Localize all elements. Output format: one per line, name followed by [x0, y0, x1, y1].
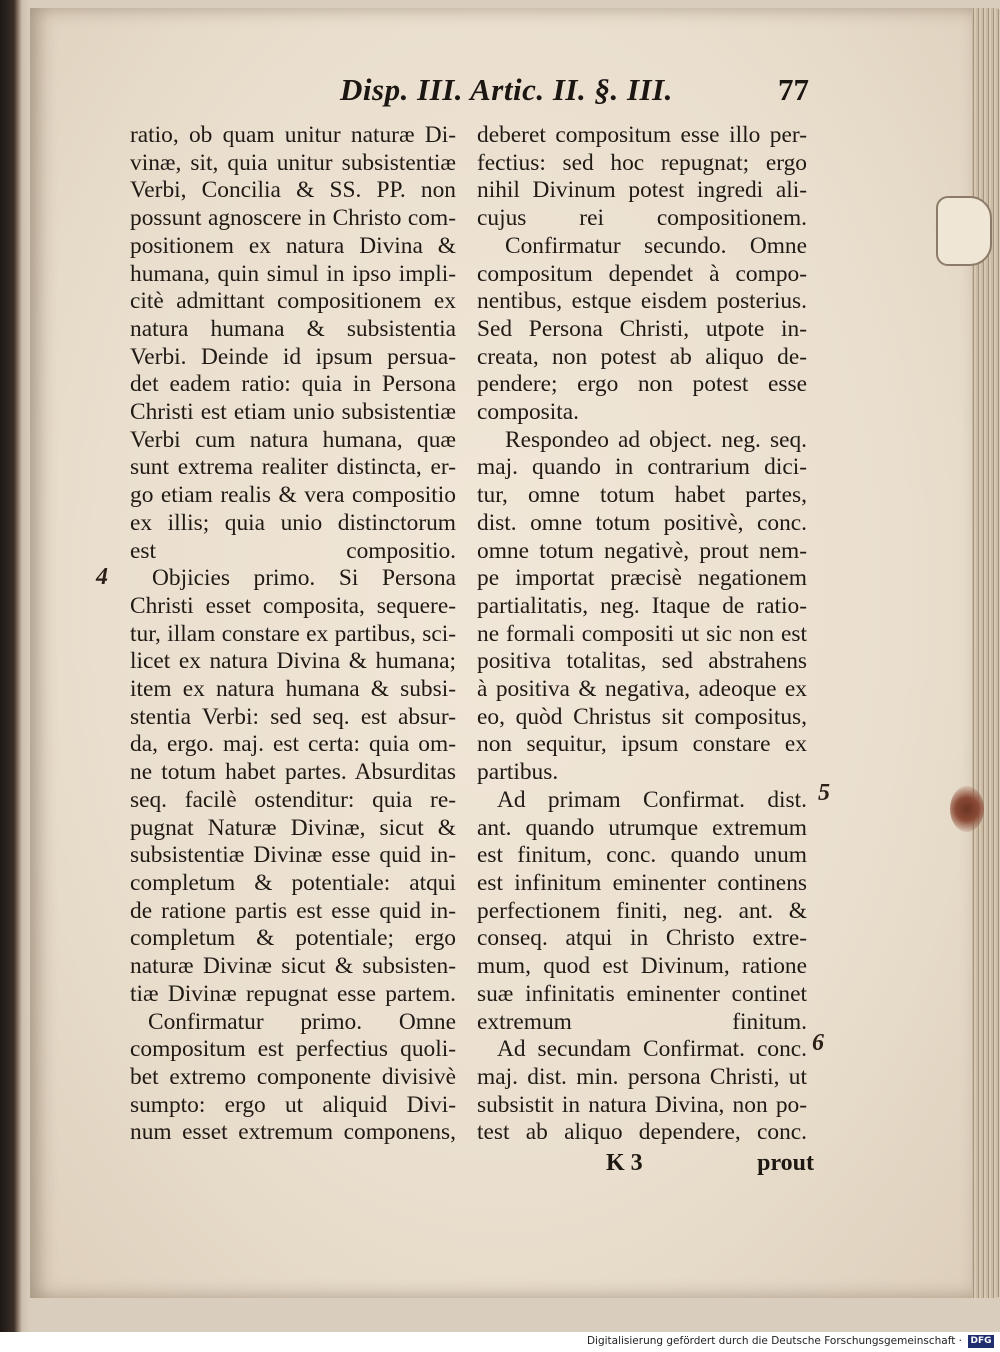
- text-line: citè admittant compositionem ex: [130, 288, 456, 315]
- text-line: conseq. atqui in Christo extre-: [477, 925, 807, 952]
- text-line: compositum dependet à compo-: [477, 260, 807, 287]
- text-line: pugnat Naturæ Divinæ, sicut &: [130, 814, 456, 841]
- text-line: seq. facilè ostenditur: quia re-: [130, 786, 456, 813]
- margin-number: 4: [96, 564, 108, 590]
- page-header: [340, 72, 816, 116]
- running-head: Disp. III. Artic. II. §. III.: [340, 72, 673, 107]
- text-line: stentia Verbi: sed seq. est absur-: [130, 703, 456, 730]
- text-line: nihil Divinum potest ingredi ali-: [477, 177, 807, 204]
- text-line: extremum finitum.: [477, 1008, 807, 1035]
- text-line: cujus rei compositionem.: [477, 205, 807, 232]
- text-line: est finitum, conc. quando unum: [477, 842, 807, 869]
- text-line: det eadem ratio: quia in Persona: [130, 371, 456, 398]
- margin-number: 5: [818, 780, 830, 806]
- text-line: tur, illam constare ex partibus, sci-: [130, 620, 456, 647]
- text-line: num esset extremum componens,: [130, 1119, 456, 1146]
- text-line: de ratione partis est esse quid in-: [130, 897, 456, 924]
- text-line: positiva totalitas, sed abstrahens: [477, 648, 807, 675]
- text-line: ne totum habet partes. Absurditas: [130, 759, 456, 786]
- text-line: Verbi, Concilia & SS. PP. non: [130, 177, 456, 204]
- paper-tab: [936, 196, 992, 266]
- funding-bar: [0, 1332, 1000, 1352]
- text-line: completum & potentiale; ergo: [130, 925, 456, 952]
- text-line: eo, quòd Christus sit compositus,: [477, 703, 807, 730]
- text-line: ratio, ob quam unitur naturæ Di-: [130, 122, 456, 148]
- text-line: naturæ Divinæ sicut & subsisten-: [130, 953, 456, 980]
- text-line: dist. omne totum positivè, conc.: [477, 509, 807, 536]
- text-line: ex illis; quia unio distinctorum: [130, 509, 456, 536]
- margin-number: 6: [812, 1030, 824, 1056]
- text-line: natura humana & subsistentia: [130, 315, 456, 342]
- text-line: pe importat præcisè negationem: [477, 565, 807, 592]
- text-line: subsistit in natura Divina, non po-: [477, 1091, 807, 1118]
- text-line: Christi est etiam unio subsistentiæ: [130, 399, 456, 426]
- ink-stain: [950, 786, 984, 832]
- signature-mark: K 3: [606, 1150, 643, 1176]
- text-line: Objicies primo. Si Persona: [152, 565, 456, 592]
- text-line: mum, quod est Divinum, ratione: [477, 953, 807, 980]
- text-line: item ex natura humana & subsi-: [130, 676, 456, 703]
- paragraph: [130, 122, 456, 1147]
- text-line: ne formali compositi ut sic non est: [477, 620, 807, 647]
- text-line: non sequitur, ipsum constare ex: [477, 731, 807, 758]
- dfg-logo: DFG: [968, 1335, 994, 1348]
- text-line: suæ infinitatis eminenter continet: [477, 980, 807, 1007]
- text-line: Ad secundam Confirmat. conc.: [497, 1036, 807, 1063]
- text-line: go etiam realis & vera compositio: [130, 482, 456, 509]
- text-line: fectius: sed hoc repugnat; ergo: [477, 149, 807, 176]
- text-line: Confirmatur secundo. Omne: [505, 232, 807, 259]
- text-line: bet extremo componente divisivè: [130, 1063, 456, 1090]
- paragraph: [477, 122, 807, 1147]
- text-line: Confirmatur primo. Omne: [148, 1008, 456, 1035]
- text-line: Verbi cum natura humana, quæ: [130, 426, 456, 453]
- text-line: partialitatis, neg. Itaque de ratio-: [477, 592, 807, 619]
- text-line: pendere; ergo non potest esse: [477, 371, 807, 398]
- text-line: tur, omne totum habet partes,: [477, 482, 807, 509]
- text-line: ant. quando utrumque extremum: [477, 814, 807, 841]
- catchword: prout: [757, 1150, 814, 1176]
- text-line: da, ergo. maj. est certa: quia om-: [130, 731, 456, 758]
- text-line: nentibus, estque eisdem posterius.: [477, 288, 807, 315]
- text-line: subsistentiæ Divinæ esse quid in-: [130, 842, 456, 869]
- text-line: Christi esset composita, sequere-: [130, 592, 456, 619]
- text-line: positionem ex natura Divina &: [130, 232, 456, 259]
- text-line: Ad primam Confirmat. dist.: [497, 786, 807, 813]
- text-line: completum & potentiale: atqui: [130, 869, 456, 896]
- text-line: sumpto: ergo ut aliquid Divi-: [130, 1091, 456, 1118]
- text-line: maj. dist. min. persona Christi, ut: [477, 1063, 807, 1090]
- text-line: omne totum negativè, prout nem-: [477, 537, 807, 564]
- text-line: Verbi. Deinde id ipsum persua-: [130, 343, 456, 370]
- text-line: sunt extrema realiter distincta, er-: [130, 454, 456, 481]
- left-column: [130, 122, 456, 1147]
- text-line: Sed Persona Christi, utpote in-: [477, 315, 807, 342]
- text-line: licet ex natura Divina & humana;: [130, 648, 456, 675]
- text-line: tiæ Divinæ repugnat esse partem.: [130, 980, 456, 1007]
- funding-text: Digitalisierung gefördert durch die Deutsche Forschungsgemeinschaft ·: [586, 1335, 962, 1347]
- text-line: test ab aliquo dependere, conc.: [477, 1119, 807, 1146]
- right-column: [477, 122, 807, 1147]
- text-line: est infinitum eminenter continens: [477, 869, 807, 896]
- text-line: humana, quin simul in ipso impli-: [130, 260, 456, 287]
- text-line: est compositio.: [130, 537, 456, 564]
- text-line: perfectionem finiti, neg. ant. &: [477, 897, 807, 924]
- text-line: creata, non potest ab aliquo de-: [477, 343, 807, 370]
- text-line: deberet compositum esse illo per-: [477, 122, 807, 148]
- text-line: possunt agnoscere in Christo com-: [130, 205, 456, 232]
- page-number: 77: [778, 72, 809, 107]
- text-line: vinæ, sit, quia unitur subsistentiæ: [130, 149, 456, 176]
- text-line: partibus.: [477, 759, 559, 786]
- page-footer: [596, 1150, 814, 1180]
- text-line: composita.: [477, 399, 579, 426]
- text-line: maj. quando in contrarium dici-: [477, 454, 807, 481]
- text-line: compositum est perfectius quoli-: [130, 1036, 456, 1063]
- text-line: Respondeo ad object. neg. seq.: [505, 426, 807, 453]
- text-line: à positiva & negativa, adeoque ex: [477, 676, 807, 703]
